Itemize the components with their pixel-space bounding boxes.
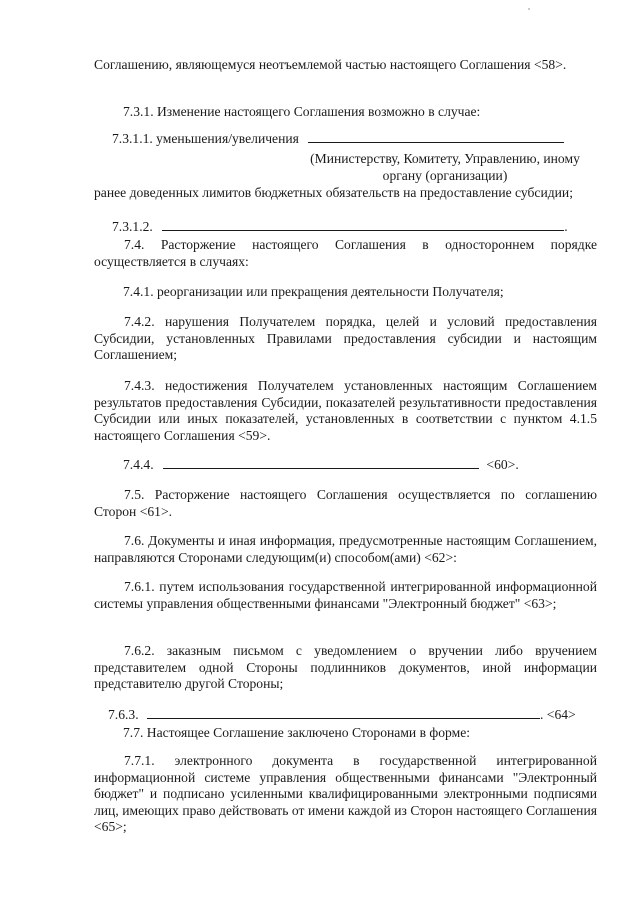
paragraph-7-3-1-2-end: . (564, 219, 568, 234)
paragraph-7-6-2: 7.6.2. заказным письмом с уведомлением о вручении либо вручением представителем одной Стороны подлинников документов, иной информации представителю другой Стороны; (94, 643, 597, 691)
paragraph-7-5: 7.5. Расторжение настоящего Соглашения осуществляется по соглашению Сторон <61>. (94, 487, 597, 519)
paragraph-7-7: 7.7. Настоящее Соглашение заключено Сторонами в форме: (123, 725, 471, 740)
blank-field-7-4-4[interactable] (163, 457, 479, 469)
blank-field-7-3-1-1[interactable] (308, 131, 564, 143)
paragraph-7-6-3 (108, 707, 576, 724)
caption-7-3-1-1-line1: (Министерству, Комитету, Управлению, иному (310, 151, 580, 166)
paragraph-7-6: 7.6. Документы и иная информация, предусмотренные настоящим Соглашением, направляются Сторонами следующим(и) способом(ами) <62>: (94, 533, 597, 565)
paragraph-7-3-1-1 (112, 131, 564, 148)
paragraph-intro: Соглашению, являющемуся неотъемлемой частью настоящего Соглашения <58>. (94, 57, 567, 72)
blank-field-7-6-3[interactable] (147, 707, 540, 719)
paragraph-7-3-1-2-label: 7.3.1.2. (112, 219, 153, 234)
blank-field-7-3-1-2[interactable] (162, 219, 564, 231)
paragraph-7-3-1-1-cont: ранее доведенных лимитов бюджетных обязательств на предоставление субсидии; (94, 185, 573, 200)
paragraph-7-7-1: 7.7.1. электронного документа в государственной интегрированной информационной системе управления общественными финансами "Электронный бюджет" и подписано усиленными квалифицированными электронными подписями лиц, имеющих право действовать от имени каждой из Сторон настоящего Соглашения <65>; (94, 753, 597, 834)
paragraph-7-6-1: 7.6.1. путем использования государственной интегрированной информационной системы управления общественными финансами "Электронный бюджет" <63>; (94, 579, 597, 611)
paragraph-7-4-4-label: 7.4.4. (123, 457, 154, 472)
paragraph-7-6-3-label: 7.6.3. (108, 707, 139, 722)
paragraph-7-3-1: 7.3.1. Изменение настоящего Соглашения возможно в случае: (123, 104, 481, 119)
paragraph-7-4-1: 7.4.1. реорганизации или прекращения деятельности Получателя; (123, 284, 504, 299)
caption-7-3-1-1-line2: органу (организации) (382, 168, 508, 183)
paragraph-7-4-2: 7.4.2. нарушения Получателем порядка, целей и условий предоставления Субсидии, установленных Правилами предоставления субсидии и настоящим Соглашением; (94, 314, 597, 362)
paragraph-7-4-3: 7.4.3. недостижения Получателем установленных настоящим Соглашением результатов предоставления Субсидии, показателей результативности предоставления Субсидии или иных показателей, установленных в соответствии с пунктом 4.1.5 настоящего Соглашения <59>. (94, 378, 597, 443)
paragraph-7-3-1-1-label: 7.3.1.1. уменьшения/увеличения (112, 131, 299, 146)
paragraph-7-4: 7.4. Расторжение настоящего Соглашения в одностороннем порядке осуществляется в случаях: (94, 237, 597, 269)
footnote-64: . <64> (540, 707, 576, 722)
scan-speck (528, 8, 530, 10)
footnote-60: <60>. (486, 457, 519, 472)
paragraph-7-4-4 (123, 457, 519, 474)
paragraph-7-3-1-2 (112, 219, 568, 236)
